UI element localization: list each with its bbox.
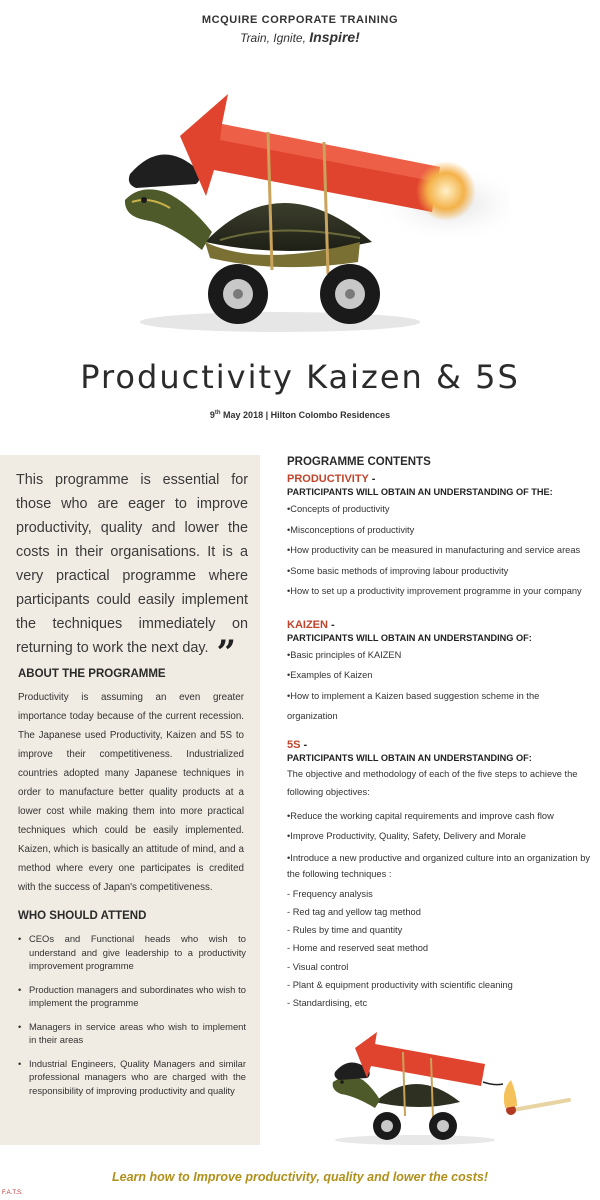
about-body: Productivity is assuming an even greater importance today because of the current recession. The Japanese used Productivity, Kaizen and 5S to improve their competitiveness. Industrialized countries adopted many Japanese techniques in order to manufacture better quality products at a lower cost while making them into more practical techniques which could be easily implemented. Kaizen, which is basically an attitude of mind, and a method where every one participates is credited with the success of Japan's competitiveness. bbox=[18, 692, 244, 893]
list-item: - Frequency analysis bbox=[287, 885, 592, 903]
tagline bbox=[0, 29, 600, 45]
list-item: • Basic principles of KAIZEN bbox=[287, 645, 592, 666]
about-heading: ABOUT THE PROGRAMME bbox=[18, 668, 166, 680]
fives-dash: - bbox=[300, 738, 308, 751]
ground-shadow bbox=[140, 312, 420, 332]
rocket-icon bbox=[355, 1032, 485, 1086]
matchstick-icon bbox=[504, 1080, 569, 1115]
list-item: - Home and reserved seat method bbox=[287, 939, 592, 957]
fives-techniques bbox=[287, 885, 592, 1013]
list-item: - Red tag and yellow tag method bbox=[287, 903, 592, 921]
who-list bbox=[18, 932, 246, 1107]
rocket-icon bbox=[180, 94, 440, 212]
list-item: • Improve Productivity, Quality, Safety, Delivery and Morale bbox=[287, 826, 592, 847]
list-item: • Industrial Engineers, Quality Managers and similar professional managers who are charged with the responsibility of improving productivity and quality bbox=[18, 1057, 246, 1098]
hero-tortoise-rocket-illustration bbox=[110, 92, 510, 342]
productivity-label: PRODUCTIVITY bbox=[287, 473, 369, 485]
tagline-text: Train, Ignite, bbox=[240, 31, 306, 45]
tortoise-icon bbox=[125, 189, 372, 267]
corner-mark: F.A.T.S. bbox=[2, 1190, 23, 1196]
tortoise-icon bbox=[333, 1076, 460, 1108]
programme-contents bbox=[287, 456, 592, 1013]
quote-icon: ” bbox=[216, 633, 237, 673]
kaizen-label: KAIZEN bbox=[287, 618, 328, 631]
kaizen-heading bbox=[287, 619, 592, 631]
list-item: • Introduce a new productive and organized culture into an organization by the following techniques : bbox=[287, 847, 592, 882]
event-venue: Hilton Colombo Residences bbox=[270, 410, 391, 420]
event-date-day: 9 bbox=[209, 410, 215, 420]
flame-icon bbox=[416, 161, 476, 221]
productivity-dash: - bbox=[368, 473, 376, 485]
fives-heading bbox=[287, 739, 592, 751]
list-item: • Concepts of productivity bbox=[287, 499, 592, 520]
list-item: • Misconceptions of productivity bbox=[287, 520, 592, 541]
small-tortoise-illustration bbox=[325, 1030, 585, 1150]
helmet-icon bbox=[129, 154, 200, 188]
fuse bbox=[483, 1082, 503, 1085]
kaizen-sub: PARTICIPANTS WILL OBTAIN AN UNDERSTANDING OF: bbox=[287, 632, 532, 643]
intro-text: This programme is essential for those who are eager to improve productivity, quality and lower the costs in their organisations. It is a very practical programme where participants could easily implement the techniques immediately on returning to work the next day. bbox=[16, 472, 248, 656]
list-item: • How productivity can be measured in manufacturing and service areas bbox=[287, 540, 592, 561]
fives-label: 5S bbox=[287, 738, 301, 751]
fives-intro: The objective and methodology of each of the five steps to achieve the following objectives: bbox=[287, 768, 578, 797]
list-item: - Standardising, etc bbox=[287, 994, 592, 1012]
list-item: - Visual control bbox=[287, 958, 592, 976]
fives-sub: PARTICIPANTS WILL OBTAIN AN UNDERSTANDING OF: bbox=[287, 752, 532, 763]
contents-heading: PROGRAMME CONTENTS bbox=[287, 456, 431, 468]
productivity-sub: PARTICIPANTS WILL OBTAIN AN UNDERSTANDING OF THE: bbox=[287, 487, 553, 497]
list-item: • Examples of Kaizen bbox=[287, 665, 592, 686]
brand-name: MCQUIRE CORPORATE TRAINING bbox=[201, 14, 399, 26]
brand-header bbox=[0, 14, 600, 45]
kaizen-dash: - bbox=[327, 618, 335, 631]
list-item: • CEOs and Functional heads who wish to understand and give leadership to a productivity improvement programme bbox=[18, 932, 246, 973]
bottom-slogan: Learn how to Improve productivity, quality and lower the costs! bbox=[112, 1170, 488, 1184]
intro-quote bbox=[16, 468, 248, 673]
who-heading: WHO SHOULD ATTEND bbox=[18, 910, 147, 922]
kaizen-list bbox=[287, 645, 592, 727]
event-details bbox=[0, 410, 600, 420]
list-item: • Managers in service areas who wish to implement in their areas bbox=[18, 1020, 246, 1047]
event-separator: | bbox=[265, 410, 269, 420]
tagline-emphasis: Inspire! bbox=[309, 29, 360, 45]
list-item: • Production managers and subordinates who wish to implement the programme bbox=[18, 983, 246, 1010]
fives-objectives bbox=[287, 806, 592, 882]
event-date-rest: May 2018 bbox=[223, 410, 264, 420]
list-item: - Plant & equipment productivity with scientific cleaning bbox=[287, 976, 592, 994]
list-item: • Reduce the working capital requirements and improve cash flow bbox=[287, 806, 592, 827]
list-item: • How to implement a Kaizen based suggestion scheme in the organization bbox=[287, 686, 592, 727]
list-item: • How to set up a productivity improvement programme in your company bbox=[287, 581, 592, 602]
page-title: Productivity Kaizen & 5S bbox=[80, 358, 520, 396]
event-date-suffix: th bbox=[214, 410, 221, 416]
productivity-list bbox=[287, 499, 592, 602]
list-item: • Some basic methods of improving labour productivity bbox=[287, 561, 592, 582]
list-item: - Rules by time and quantity bbox=[287, 921, 592, 939]
productivity-heading bbox=[287, 473, 592, 485]
